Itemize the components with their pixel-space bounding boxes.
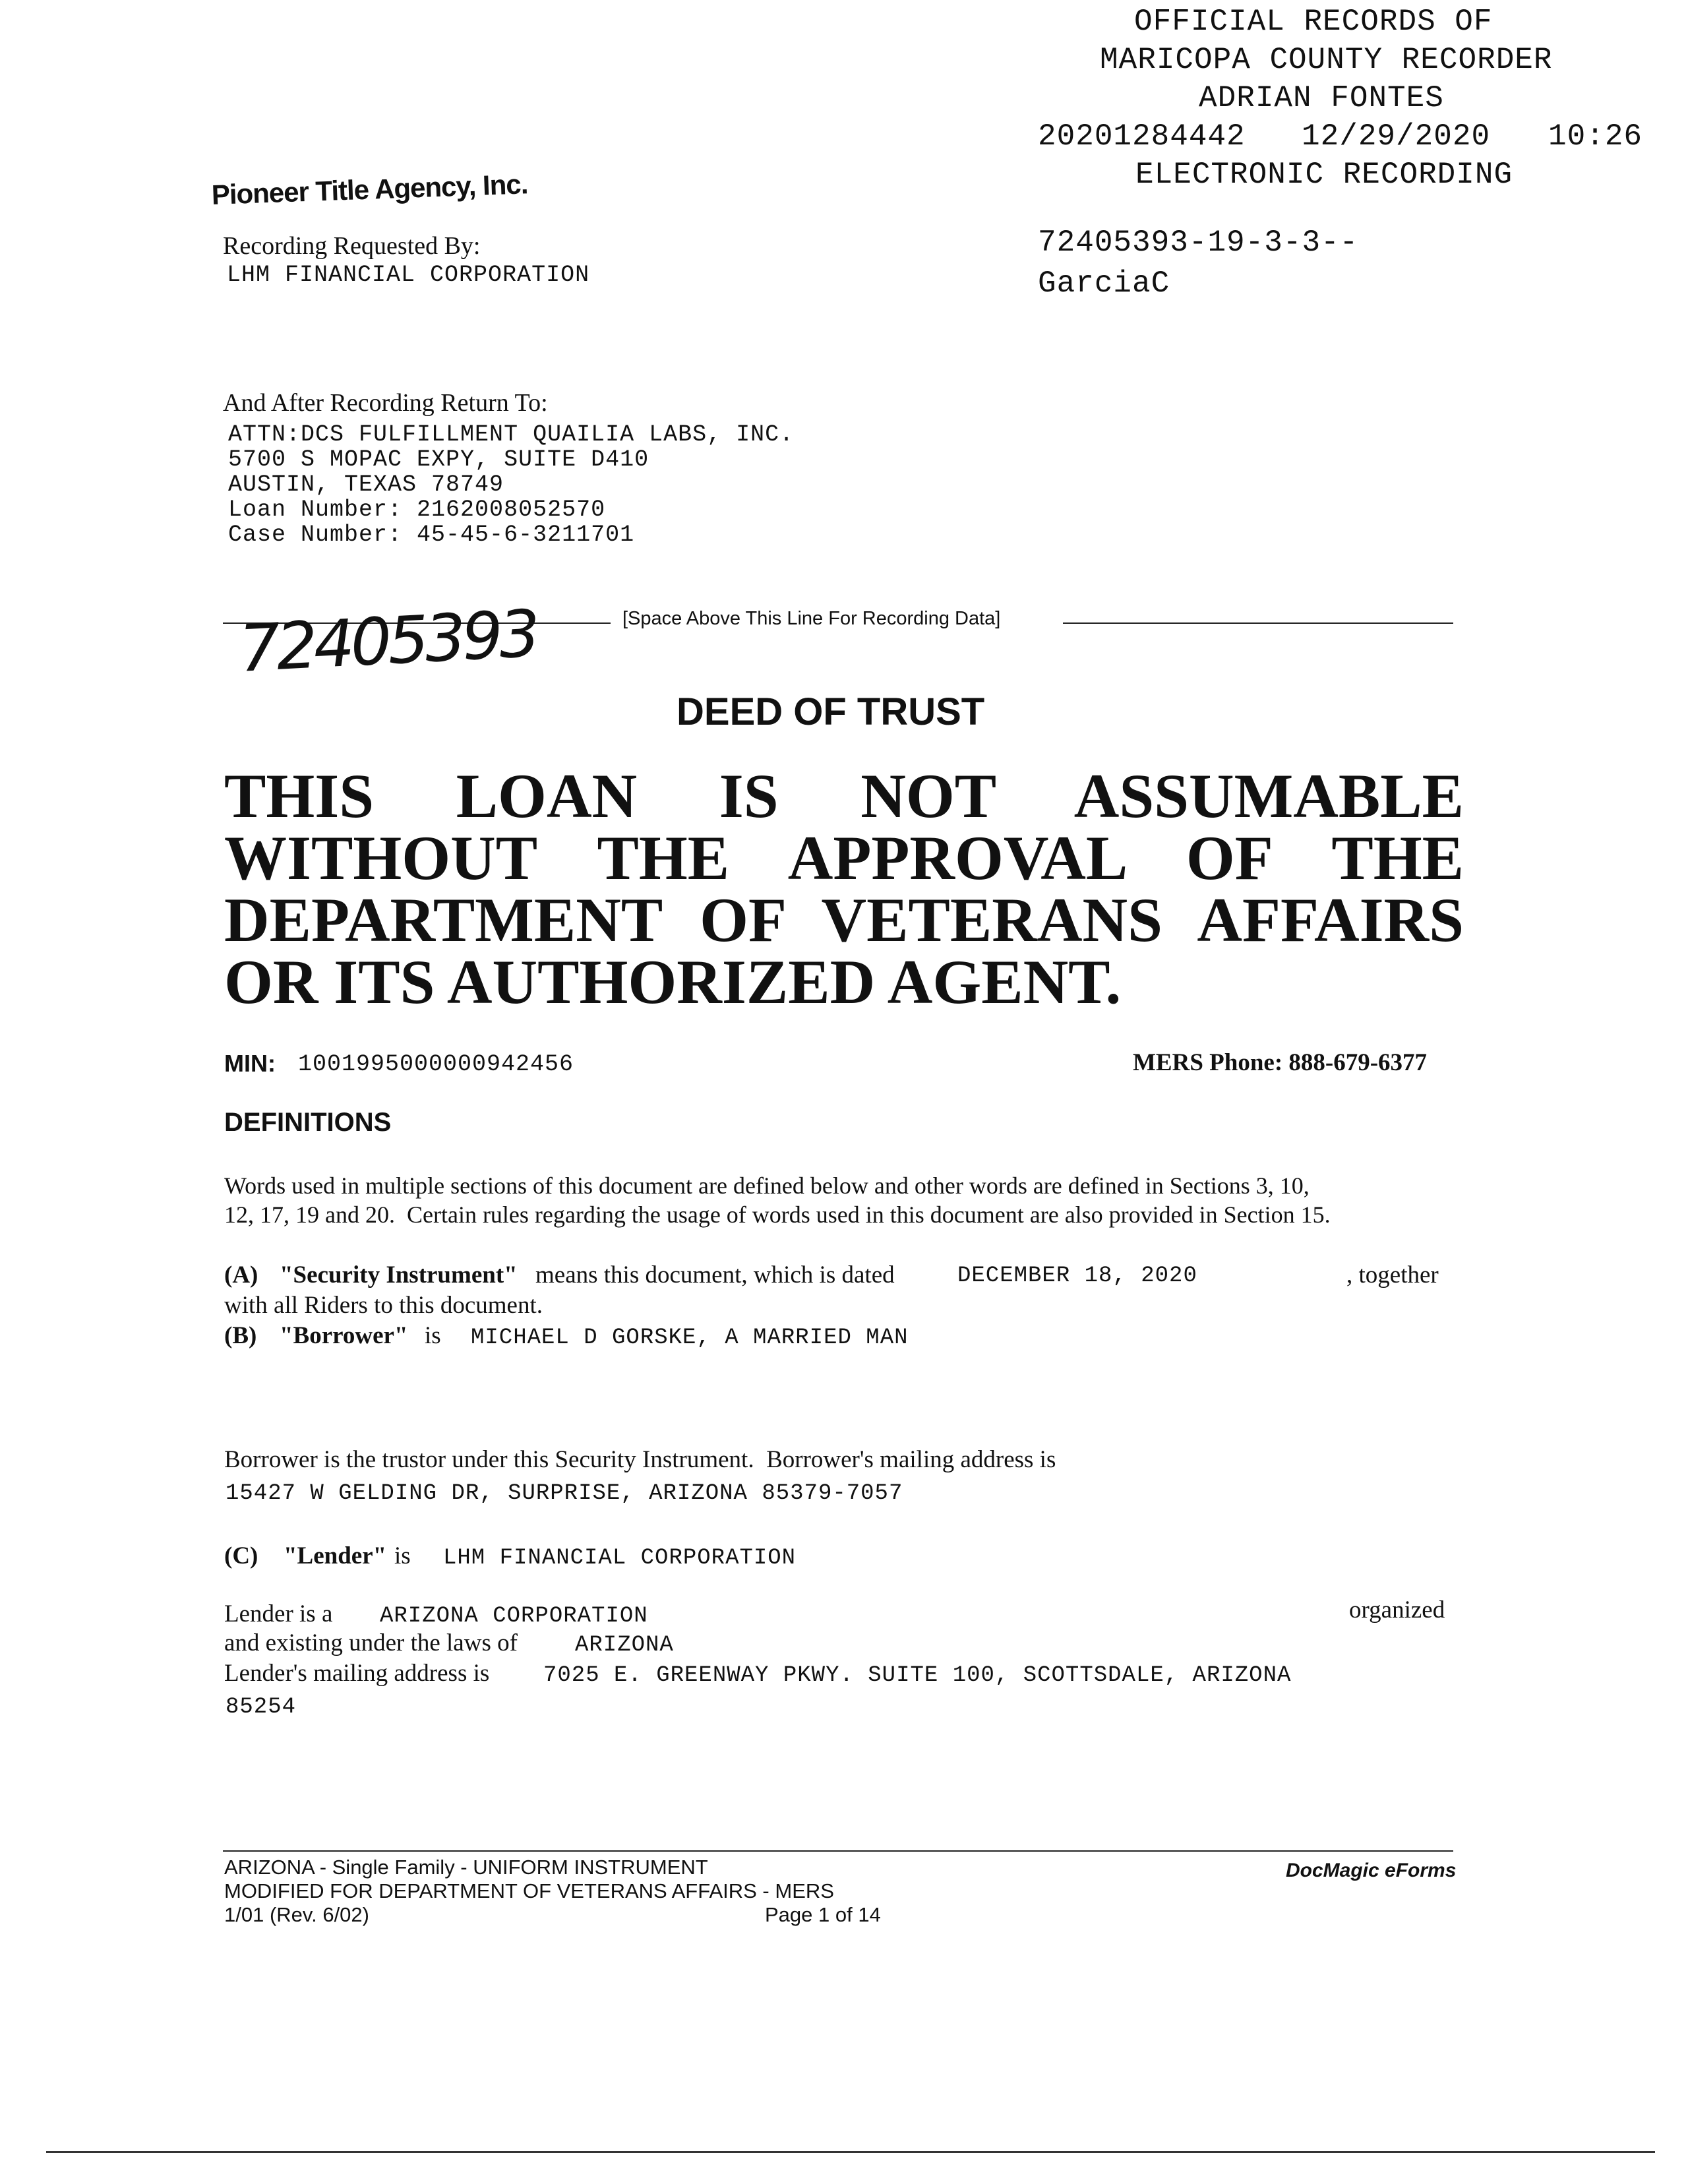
def-c-letter: (C) xyxy=(224,1542,258,1569)
warning-line-4: OR ITS AUTHORIZED AGENT. xyxy=(224,947,1122,1017)
lender-entity-type: ARIZONA CORPORATION xyxy=(380,1604,648,1629)
return-to-label: And After Recording Return To: xyxy=(223,389,548,417)
lender-mailing-address: 7025 E. GREENWAY PKWY. SUITE 100, SCOTTSDALE, ARIZONA xyxy=(543,1663,1292,1688)
stamp-record-number: 20201284442 xyxy=(1038,119,1246,154)
stamp-line-2: MARICOPA COUNTY RECORDER xyxy=(1100,43,1553,77)
scan-edge-line xyxy=(46,2151,1655,2153)
title-agency-logo: Pioneer Title Agency, Inc. xyxy=(211,168,529,210)
def-a-letter: (A) xyxy=(224,1261,258,1289)
warning-line-3: DEPARTMENT OF VETERANS AFFAIRS xyxy=(224,885,1464,955)
case-number: Case Number: 45-45-6-3211701 xyxy=(228,522,635,548)
document-title: DEED OF TRUST xyxy=(677,690,985,733)
return-to-line-2: 5700 S MOPAC EXPY, SUITE D410 xyxy=(228,446,649,473)
def-a-line-2: with all Riders to this document. xyxy=(224,1292,543,1319)
security-instrument-date: DECEMBER 18, 2020 xyxy=(957,1263,1197,1289)
return-to-line-1: ATTN:DCS FULFILLMENT QUAILIA LABS, INC. xyxy=(228,421,795,448)
lender-zip: 85254 xyxy=(226,1695,297,1720)
recording-data-rule-right xyxy=(1063,622,1453,624)
def-b-is: is xyxy=(425,1322,441,1349)
stamp-line-3: ADRIAN FONTES xyxy=(1199,81,1444,115)
warning-line-2: WITHOUT THE APPROVAL OF THE xyxy=(224,823,1464,893)
lender-mailing-label: Lender's mailing address is xyxy=(224,1660,490,1687)
stamp-line-5: ELECTRONIC RECORDING xyxy=(1135,158,1513,192)
footer-line-1: ARIZONA - Single Family - UNIFORM INSTRUMENT xyxy=(224,1856,708,1879)
borrower-name: MICHAEL D GORSKE, A MARRIED MAN xyxy=(471,1325,909,1350)
stamp-file-id: 72405393-19-3-3-- xyxy=(1038,226,1359,260)
def-c-term: "Lender" xyxy=(284,1542,387,1569)
mers-phone: MERS Phone: 888-679-6377 xyxy=(1133,1049,1428,1076)
handwritten-file-number: 72405393 xyxy=(237,596,539,687)
min-label: MIN: xyxy=(224,1050,276,1077)
organized-text: organized xyxy=(1349,1596,1445,1623)
def-b-letter: (B) xyxy=(224,1322,257,1349)
stamp-time: 10:26 xyxy=(1548,119,1643,154)
space-above-note: [Space Above This Line For Recording Data] xyxy=(622,608,1001,629)
definitions-intro-line-2: 12, 17, 19 and 20. Certain rules regarding the usage of words used in this document are also provided in Section 15. xyxy=(224,1201,1331,1228)
def-a-term: "Security Instrument" xyxy=(280,1261,518,1289)
definitions-heading: DEFINITIONS xyxy=(224,1108,392,1137)
def-a-text: means this document, which is dated xyxy=(535,1261,895,1289)
lender-is-a-text: Lender is a xyxy=(224,1600,333,1627)
footer-line-3: 1/01 (Rev. 6/02) xyxy=(224,1903,369,1926)
min-value: 1001995000000942456 xyxy=(298,1051,574,1077)
def-c-is: is xyxy=(394,1542,411,1569)
footer-rule xyxy=(223,1850,1453,1852)
borrower-mailing-address: 15427 W GELDING DR, SURPRISE, ARIZONA 85379-7057 xyxy=(226,1481,903,1506)
stamp-clerk: GarciaC xyxy=(1038,266,1170,301)
def-b-term: "Borrower" xyxy=(280,1322,408,1349)
footer-line-2: MODIFIED FOR DEPARTMENT OF VETERANS AFFAIRS - MERS xyxy=(224,1879,834,1902)
stamp-date: 12/29/2020 xyxy=(1302,119,1491,154)
recording-requested-name: LHM FINANCIAL CORPORATION xyxy=(227,262,590,288)
loan-number: Loan Number: 2162008052570 xyxy=(228,497,606,523)
lender-state: ARIZONA xyxy=(575,1633,674,1658)
assumption-warning xyxy=(224,761,1464,1017)
return-to-line-3: AUSTIN, TEXAS 78749 xyxy=(228,471,504,498)
def-a-together: , together xyxy=(1346,1261,1439,1289)
stamp-line-1: OFFICIAL RECORDS OF xyxy=(1134,5,1493,39)
warning-line-1: THIS LOAN IS NOT ASSUMABLE xyxy=(224,761,1464,831)
recording-requested-label: Recording Requested By: xyxy=(223,232,481,260)
page-number: Page 1 of 14 xyxy=(765,1903,881,1926)
existing-under-text: and existing under the laws of xyxy=(224,1629,518,1656)
docmagic-brand: DocMagic eForms xyxy=(1286,1860,1457,1881)
lender-name: LHM FINANCIAL CORPORATION xyxy=(443,1546,797,1571)
borrower-trustor-text: Borrower is the trustor under this Security Instrument. Borrower's mailing address is xyxy=(224,1446,1056,1473)
definitions-intro-line-1: Words used in multiple sections of this document are defined below and other words are defined in Sections 3, 10, xyxy=(224,1172,1310,1199)
